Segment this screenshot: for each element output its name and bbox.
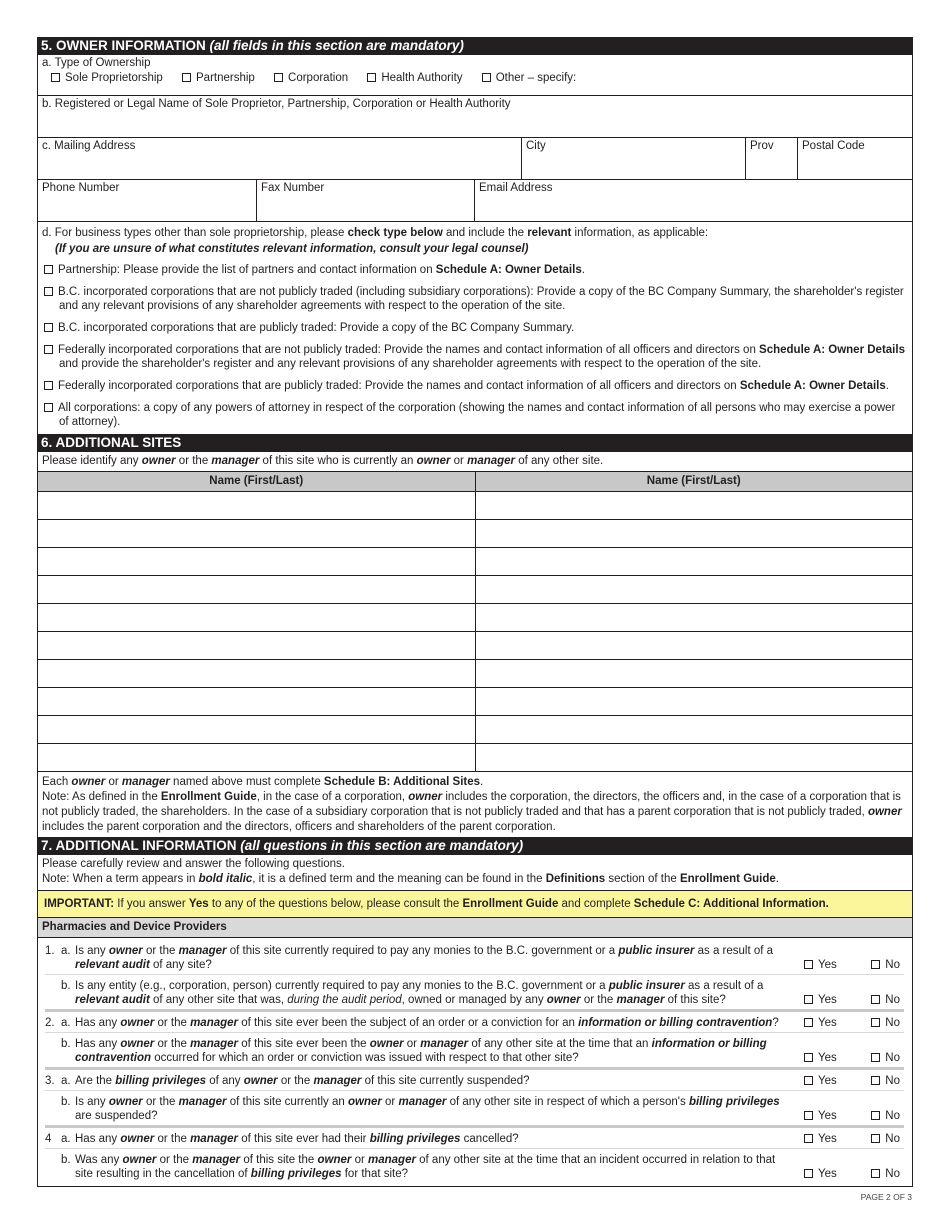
yes-option[interactable]: Yes bbox=[804, 1051, 837, 1065]
question-3a bbox=[45, 1070, 904, 1090]
checkbox[interactable] bbox=[44, 323, 53, 332]
checkbox[interactable] bbox=[482, 73, 491, 82]
name-input-right[interactable] bbox=[476, 492, 913, 519]
no-option[interactable]: No bbox=[871, 993, 900, 1007]
question-text: Is any entity (e.g., corporation, person) currently required to pay any monies to the B.C. government or a public insurer as a result of a relevant audit of any other site that was, during the audit period, owned or managed by any owner or the manager of this site? bbox=[75, 980, 764, 1006]
additional-sites-row bbox=[38, 632, 912, 660]
yes-no-group bbox=[804, 1074, 904, 1088]
email-input[interactable] bbox=[479, 194, 908, 206]
no-option[interactable]: No bbox=[871, 958, 900, 972]
section-7-header bbox=[37, 837, 913, 855]
business-type-partnership[interactable]: Partnership: Please provide the list of partners and contact information on Schedule A: Owner Details. bbox=[38, 261, 912, 279]
yes-no-group bbox=[804, 1016, 904, 1030]
yes-no-group bbox=[804, 1132, 904, 1146]
name-input-left[interactable] bbox=[38, 632, 476, 659]
legal-name-row bbox=[38, 96, 912, 138]
business-types-note: (If you are unsure of what constitutes relevant information, consult your legal counsel) bbox=[55, 243, 529, 255]
name-input-left[interactable] bbox=[38, 688, 476, 715]
name-input-left[interactable] bbox=[38, 716, 476, 743]
checkbox[interactable] bbox=[871, 1111, 880, 1120]
prov-label: Prov bbox=[750, 140, 774, 152]
checkbox[interactable] bbox=[871, 1018, 880, 1027]
question-number: 2. bbox=[45, 1017, 55, 1029]
section-7-instruction: Please carefully review and answer the following questions. bbox=[42, 858, 345, 870]
name-input-right[interactable] bbox=[476, 576, 913, 603]
question-letter: b. bbox=[61, 1038, 71, 1050]
yes-option[interactable]: Yes bbox=[804, 1074, 837, 1088]
question-letter: a. bbox=[61, 1017, 71, 1029]
checkbox[interactable] bbox=[44, 287, 53, 296]
additional-sites-row bbox=[38, 744, 912, 772]
section-6-header bbox=[37, 434, 913, 452]
business-type-bc-public[interactable]: B.C. incorporated corporations that are publicly traded: Provide a copy of the BC Company Summary. bbox=[38, 319, 912, 337]
section-7-intro bbox=[38, 855, 912, 890]
form-page bbox=[37, 37, 913, 1187]
contact-row bbox=[38, 180, 912, 222]
section-6-notes bbox=[38, 772, 912, 837]
yes-option[interactable]: Yes bbox=[804, 958, 837, 972]
name-input-right[interactable] bbox=[476, 632, 913, 659]
phone-label: Phone Number bbox=[42, 182, 120, 194]
name-column-left: Name (First/Last) bbox=[38, 472, 476, 491]
no-option[interactable]: No bbox=[871, 1167, 900, 1181]
yes-option[interactable]: Yes bbox=[804, 1109, 837, 1123]
checkbox[interactable] bbox=[44, 403, 53, 412]
checkbox[interactable] bbox=[804, 995, 813, 1004]
business-type-bc-private[interactable]: B.C. incorporated corporations that are not publicly traded (including subsidiary corporations): Provide a copy of the BC Company Summary, the shareholder's register and any relevant provisions of any shareholder agreements with respect to the operation of the site. bbox=[38, 283, 912, 315]
yes-no-group bbox=[804, 1109, 904, 1123]
additional-sites-row bbox=[38, 688, 912, 716]
yes-option[interactable]: Yes bbox=[804, 993, 837, 1007]
name-input-left[interactable] bbox=[38, 548, 476, 575]
question-text: Are the billing privileges of any owner or the manager of this site currently suspended? bbox=[75, 1075, 530, 1087]
yes-option[interactable]: Yes bbox=[804, 1016, 837, 1030]
question-number: 4 bbox=[45, 1133, 52, 1145]
question-3b bbox=[45, 1090, 904, 1125]
additional-sites-row bbox=[38, 548, 912, 576]
checkbox[interactable] bbox=[804, 1018, 813, 1027]
section-5-header bbox=[37, 37, 913, 55]
prov-input[interactable] bbox=[750, 152, 793, 164]
yes-no-group bbox=[804, 993, 904, 1007]
question-text: Is any owner or the manager of this site currently an owner or manager of any other site in respect of which a person's billing privileges are suspended? bbox=[75, 1096, 780, 1122]
name-input-right[interactable] bbox=[476, 520, 913, 547]
name-input-left[interactable] bbox=[38, 520, 476, 547]
checkbox[interactable] bbox=[804, 1111, 813, 1120]
address-row bbox=[38, 138, 912, 180]
no-option[interactable]: No bbox=[871, 1016, 900, 1030]
ownership-type-label: a. Type of Ownership bbox=[42, 57, 151, 69]
legal-name-label: b. Registered or Legal Name of Sole Proprietor, Partnership, Corporation or Health Authority bbox=[42, 98, 511, 110]
question-letter: a. bbox=[61, 1133, 71, 1145]
question-2 bbox=[45, 1012, 904, 1070]
question-4a bbox=[45, 1128, 904, 1148]
section-7-title: 7. ADDITIONAL INFORMATION bbox=[41, 838, 237, 853]
checkbox[interactable] bbox=[804, 1076, 813, 1085]
additional-sites-row bbox=[38, 716, 912, 744]
ownership-type-row bbox=[38, 55, 912, 96]
additional-sites-row bbox=[38, 660, 912, 688]
question-4b bbox=[45, 1148, 904, 1186]
business-type-all-corporations[interactable]: All corporations: a copy of any powers of attorney in respect of the corporation (showing the names and contact information of all persons who may exercise a power of attorney). bbox=[38, 399, 912, 431]
question-text: Was any owner or the manager of this site the owner or manager of any other site at the time that an incident occurred in relation to that site resulting in the cancellation of billing privileges for that site? bbox=[75, 1154, 776, 1180]
phone-input[interactable] bbox=[42, 194, 252, 206]
checkbox[interactable] bbox=[367, 73, 376, 82]
section-7-subtitle: (all questions in this section are mandatory) bbox=[240, 838, 524, 853]
checkbox[interactable] bbox=[804, 1053, 813, 1062]
postal-code-input[interactable] bbox=[802, 152, 908, 164]
name-input-right[interactable] bbox=[476, 660, 913, 687]
name-input-left[interactable] bbox=[38, 744, 476, 771]
checkbox[interactable] bbox=[871, 1169, 880, 1178]
checkbox[interactable] bbox=[44, 265, 53, 274]
question-number: 3. bbox=[45, 1075, 55, 1087]
question-letter: b. bbox=[61, 1096, 71, 1108]
question-4 bbox=[45, 1128, 904, 1186]
checkbox[interactable] bbox=[44, 381, 53, 390]
question-number: 1. bbox=[45, 945, 55, 957]
name-input-right[interactable] bbox=[476, 688, 913, 715]
checkbox[interactable] bbox=[51, 73, 60, 82]
owner-definition-note: Note: As defined in the Enrollment Guide, in the case of a corporation, owner includes the corporation, the directors, the officers and, in the case of a corporation that is not publicly traded, the shareholders. In the case of a subsidiary corporation that is not publicly traded and that has a parent corporation that is not publicly traded, owner includes the parent corporation and the directors, officers and shareholders of the parent corporation. bbox=[42, 791, 902, 833]
city-label: City bbox=[526, 140, 546, 152]
additional-sites-header bbox=[38, 471, 912, 492]
section-5-subtitle: (all fields in this section are mandatory) bbox=[209, 38, 464, 53]
name-input-left[interactable] bbox=[38, 576, 476, 603]
no-option[interactable]: No bbox=[871, 1109, 900, 1123]
yes-no-group bbox=[804, 958, 904, 972]
section-7-definition-note: Note: When a term appears in bold italic, it is a defined term and the meaning can be found in the Definitions section of the Enrollment Guide. bbox=[42, 873, 779, 885]
question-2a bbox=[45, 1012, 904, 1032]
checkbox[interactable] bbox=[44, 345, 53, 354]
email-label: Email Address bbox=[479, 182, 553, 194]
yes-no-group bbox=[804, 1167, 904, 1181]
ownership-option-health-authority[interactable]: Health Authority bbox=[367, 72, 462, 84]
no-option[interactable]: No bbox=[871, 1051, 900, 1065]
business-types-block bbox=[38, 222, 912, 434]
schedule-b-note: Each owner or manager named above must complete Schedule B: Additional Sites. bbox=[42, 776, 484, 788]
question-1b bbox=[45, 974, 904, 1009]
question-text: Has any owner or the manager of this site ever been the owner or manager of any other site at the time that an information or billing contravention occurred for which an order or conviction was issued with respect to that other site? bbox=[75, 1038, 767, 1064]
question-1 bbox=[45, 938, 904, 1012]
name-input-left[interactable] bbox=[38, 492, 476, 519]
additional-sites-row bbox=[38, 576, 912, 604]
mailing-address-input[interactable] bbox=[42, 152, 517, 164]
question-text: Has any owner or the manager of this site ever been the subject of an order or a conviction for an information or billing contravention? bbox=[75, 1017, 779, 1029]
question-text: Is any owner or the manager of this site currently required to pay any monies to the B.C. government or a public insurer as a result of a relevant audit of any site? bbox=[75, 945, 774, 971]
checkbox[interactable] bbox=[804, 1134, 813, 1143]
ownership-option-corporation[interactable]: Corporation bbox=[274, 72, 348, 84]
checkbox[interactable] bbox=[871, 1053, 880, 1062]
no-option[interactable]: No bbox=[871, 1132, 900, 1146]
business-type-federal-public[interactable]: Federally incorporated corporations that are publicly traded: Provide the names and contact information of all officers and directors on Schedule A: Owner Details. bbox=[38, 377, 912, 395]
question-1a bbox=[45, 938, 904, 974]
business-types-intro: d. For business types other than sole proprietorship, please check type below and include the relevant information, as applicable: bbox=[42, 227, 709, 239]
question-2b bbox=[45, 1032, 904, 1067]
question-letter: a. bbox=[61, 1075, 71, 1087]
name-column-right: Name (First/Last) bbox=[646, 475, 741, 487]
checkbox[interactable] bbox=[871, 960, 880, 969]
section-6-intro: Please identify any owner or the manager of this site who is currently an owner or manager of any other site. bbox=[42, 455, 604, 467]
checkbox[interactable] bbox=[871, 1076, 880, 1085]
question-letter: a. bbox=[61, 945, 71, 957]
question-text: Has any owner or the manager of this site ever had their billing privileges cancelled? bbox=[75, 1133, 519, 1145]
legal-name-input[interactable] bbox=[42, 110, 908, 122]
ownership-option-partnership[interactable]: Partnership bbox=[182, 72, 255, 84]
business-type-federal-private[interactable]: Federally incorporated corporations that are not publicly traded: Provide the names and contact information of all officers and directors on Schedule A: Owner Details and provide the shareholder's register and any relevant provisions of any shareholder agreements with respect to the operation of the site. bbox=[38, 341, 912, 373]
city-input[interactable] bbox=[526, 152, 741, 164]
checkbox[interactable] bbox=[274, 73, 283, 82]
name-input-right[interactable] bbox=[476, 604, 913, 631]
fax-label: Fax Number bbox=[261, 182, 325, 194]
checkbox[interactable] bbox=[871, 1134, 880, 1143]
checkbox[interactable] bbox=[804, 1169, 813, 1178]
question-letter: b. bbox=[61, 980, 71, 992]
checkbox[interactable] bbox=[182, 73, 191, 82]
yes-no-group bbox=[804, 1051, 904, 1065]
pharmacies-subheader: Pharmacies and Device Providers bbox=[38, 918, 912, 938]
name-input-right[interactable] bbox=[476, 744, 913, 771]
yes-option[interactable]: Yes bbox=[804, 1167, 837, 1181]
mailing-address-label: c. Mailing Address bbox=[42, 140, 136, 152]
questions-list bbox=[38, 938, 912, 1186]
section-5-title: 5. OWNER INFORMATION bbox=[41, 38, 206, 53]
name-input-left[interactable] bbox=[38, 660, 476, 687]
postal-code-label: Postal Code bbox=[802, 140, 865, 152]
important-notice: IMPORTANT: If you answer Yes to any of the questions below, please consult the Enrollment Guide and complete Schedule C: Additional Information. bbox=[38, 890, 912, 918]
no-option[interactable]: No bbox=[871, 1074, 900, 1088]
ownership-option-other[interactable]: Other – specify: bbox=[482, 72, 577, 84]
ownership-option-sole[interactable]: Sole Proprietorship bbox=[51, 72, 163, 84]
additional-sites-row bbox=[38, 604, 912, 632]
checkbox[interactable] bbox=[804, 960, 813, 969]
checkbox[interactable] bbox=[871, 995, 880, 1004]
name-input-right[interactable] bbox=[476, 716, 913, 743]
name-input-right[interactable] bbox=[476, 548, 913, 575]
section-6-title: 6. ADDITIONAL SITES bbox=[41, 435, 182, 450]
additional-sites-row bbox=[38, 520, 912, 548]
question-letter: b. bbox=[61, 1154, 71, 1166]
additional-sites-row bbox=[38, 492, 912, 520]
question-3 bbox=[45, 1070, 904, 1128]
page-number: PAGE 2 OF 3 bbox=[860, 1192, 912, 1202]
fax-input[interactable] bbox=[261, 194, 470, 206]
name-input-left[interactable] bbox=[38, 604, 476, 631]
ownership-options bbox=[38, 70, 912, 86]
yes-option[interactable]: Yes bbox=[804, 1132, 837, 1146]
